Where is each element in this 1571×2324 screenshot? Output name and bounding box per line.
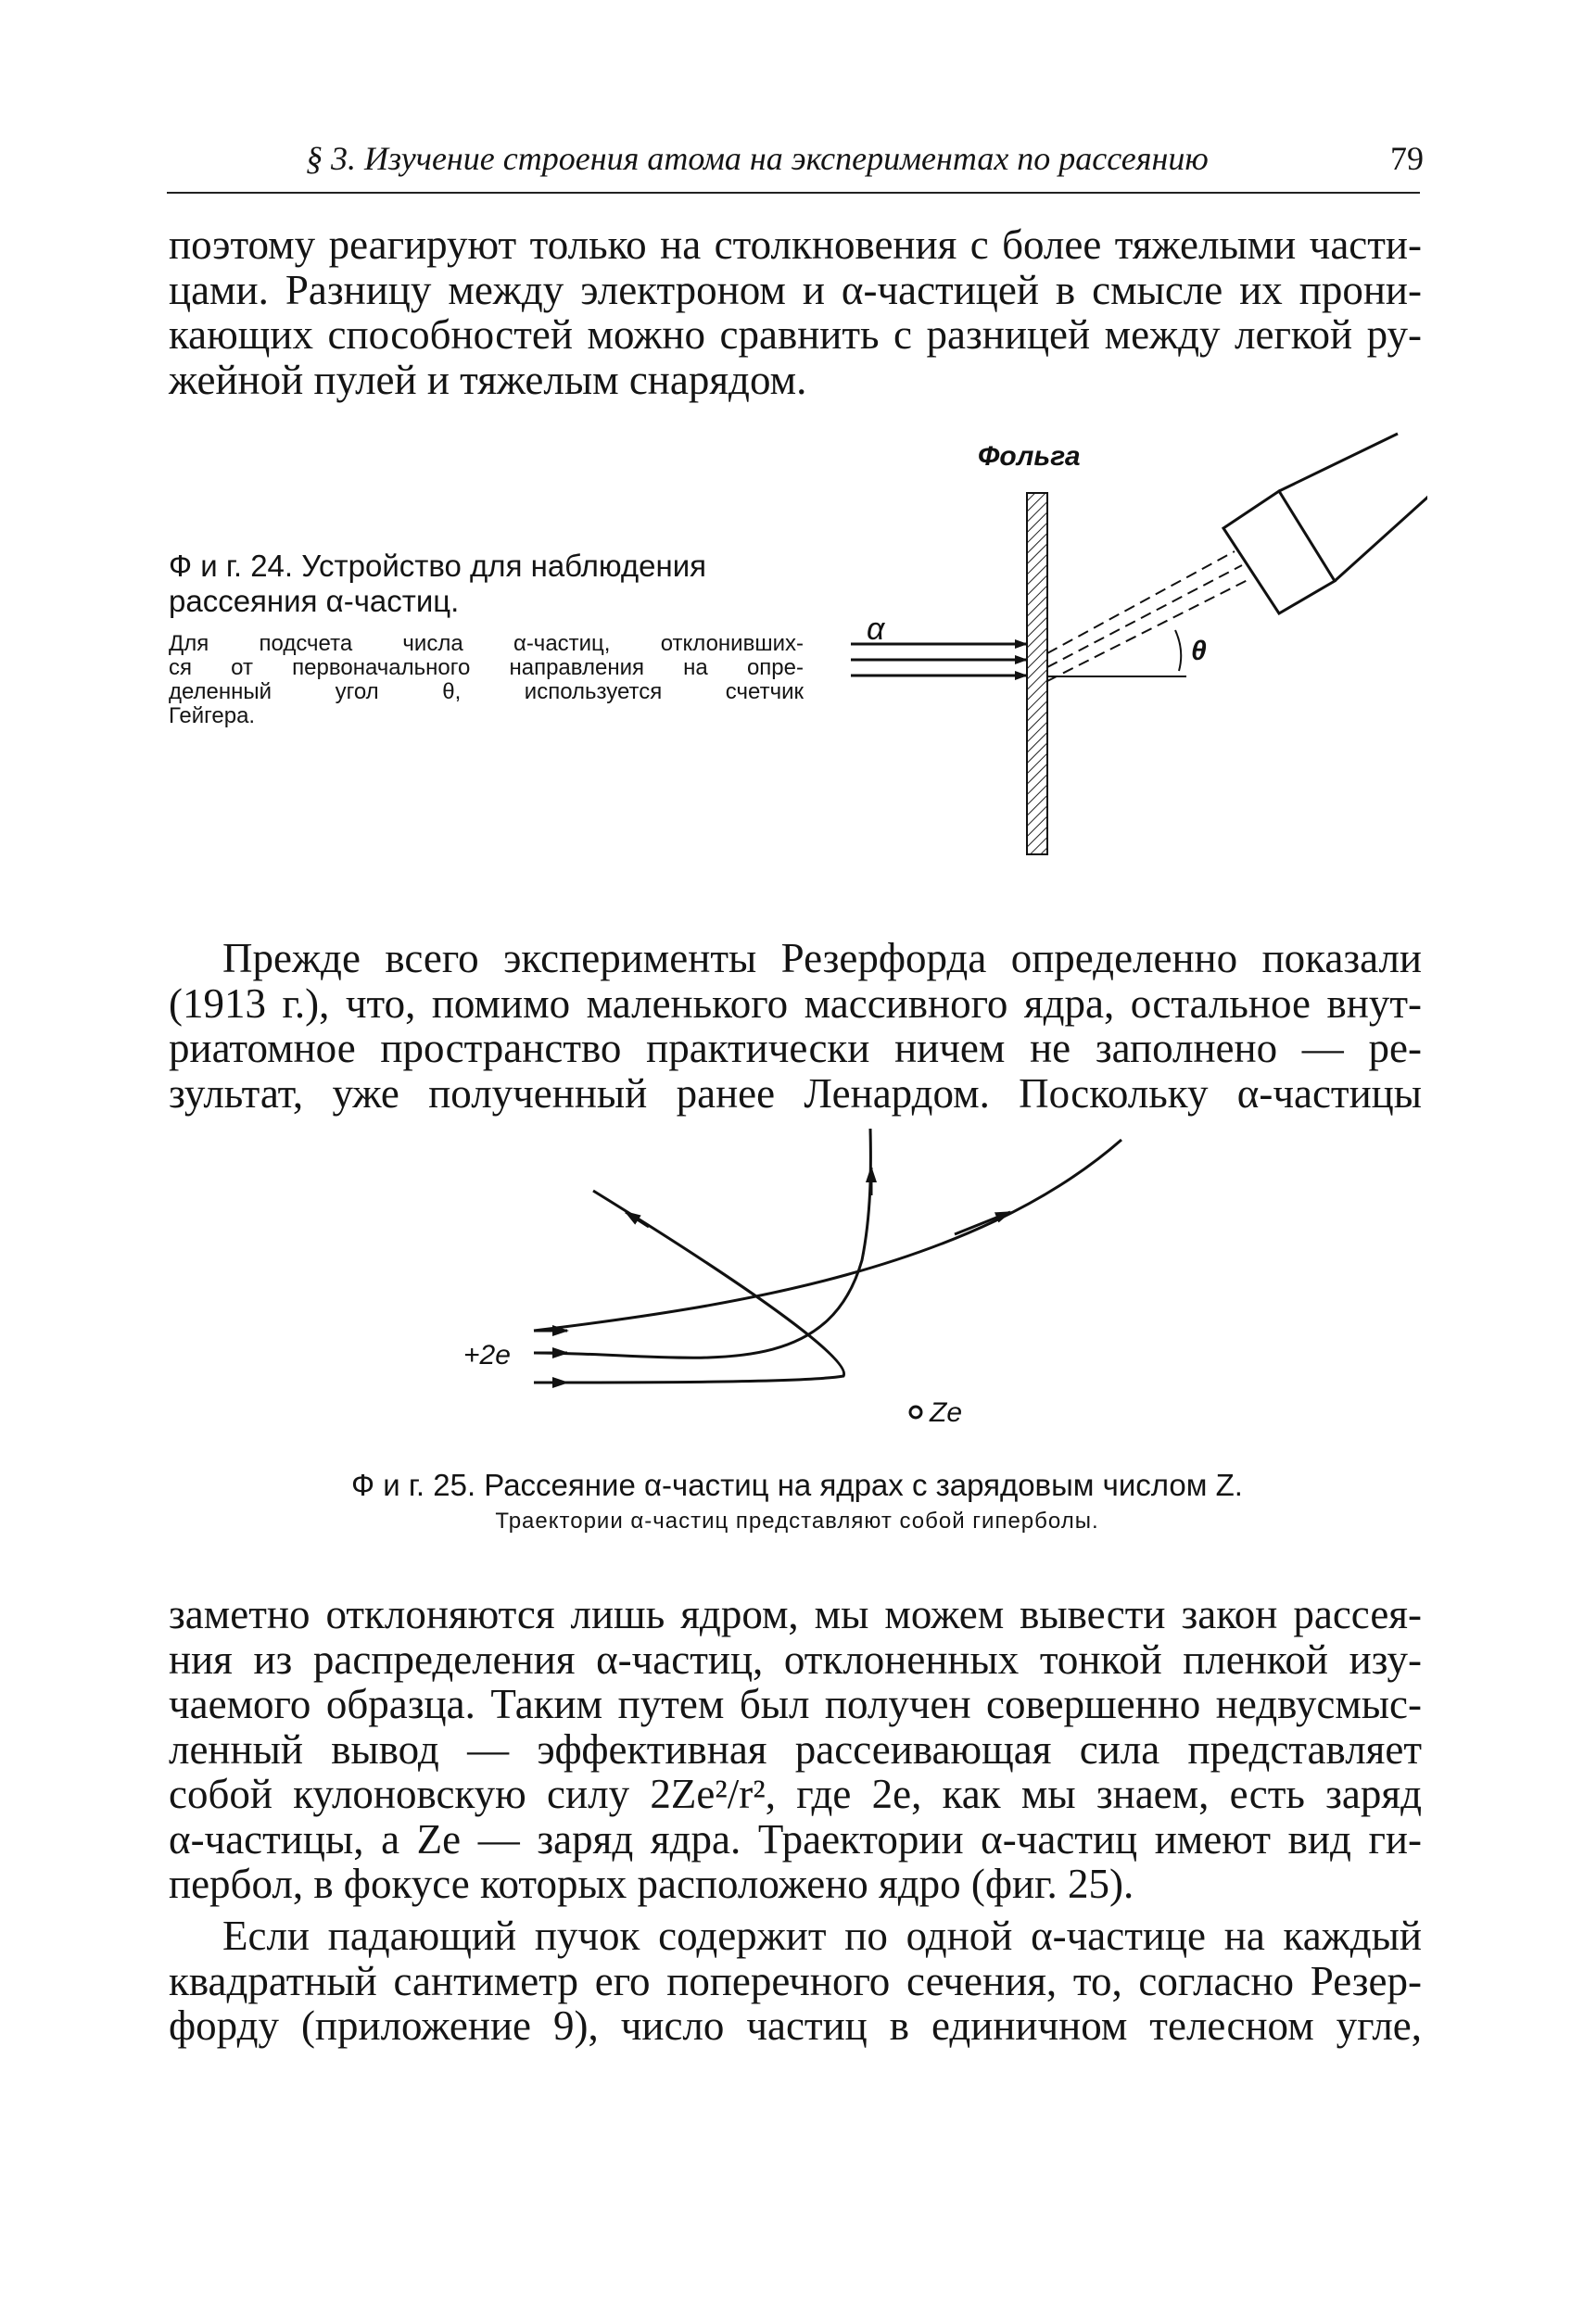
text-line: ленный вывод — эффективная рассеивающая сила представляет: [169, 1725, 1422, 1773]
figure-24-caption: [169, 549, 804, 728]
text-line: чаемого образца. Таким путем был получен совершенно недвусмыс-: [169, 1681, 1422, 1727]
caption-line: Ф и г. 24. Устройство для наблюдения: [169, 549, 707, 583]
alpha-label: α: [867, 612, 885, 647]
text-line: кающих способностей можно сравнить с разницей между легкой ру-: [169, 311, 1422, 358]
figure-25-caption-line-1: Ф и г. 25. Рассеяние α-частиц на ядрах с зарядовым числом Z.: [351, 1468, 1243, 1502]
foil-label: [978, 441, 1081, 472]
header-rule: [167, 192, 1420, 194]
caption-line: деленный угол θ, используется счетчик: [169, 679, 804, 704]
text-line: α-частицы, а Ze — заряд ядра. Траектории α-частиц имеют вид ги-: [169, 1815, 1422, 1863]
trajectory-far-arrow: [955, 1212, 1010, 1234]
figure-24-diagram: [816, 408, 1427, 890]
text-line: квадратный сантиметр его поперечного сечения, то, согласно Резер-: [169, 1957, 1422, 2004]
running-header-title: § 3. Изучение строения атома на экспериментах по рассеянию: [306, 140, 1209, 177]
text-line: поэтому реагируют только на столкновения с более тяжелыми части-: [169, 221, 1422, 268]
text-line: собой кулоновскую силу 2Ze²/r², где 2e, как мы знаем, есть заряд: [169, 1771, 1422, 1817]
figure-25-diagram: [454, 1112, 1149, 1464]
figure-25-caption-line-2: Траектории α-частиц представляют собой гиперболы.: [495, 1509, 1099, 1534]
scattered-beam: [1047, 551, 1249, 681]
text-line: риатомное пространство практически ничем не заполнено — ре-: [169, 1025, 1422, 1071]
figure-24-caption-title: [169, 549, 804, 619]
nucleus-marker: [910, 1407, 921, 1418]
nucleus-label: Ze: [930, 1397, 963, 1428]
figure-25-caption: [306, 1466, 1288, 1538]
theta-label: θ: [1191, 636, 1207, 666]
text-line: цами. Разницу между электроном и α-частицей в смысле их прони-: [169, 266, 1422, 313]
text-line: пербол, в фокусе которых расположено ядро (фиг. 25).: [169, 1861, 1134, 1907]
caption-line: ся от первоначального направления на опре-: [169, 655, 804, 680]
text-line: Прежде всего эксперименты Резерфорда определенно показали: [222, 935, 1422, 981]
geiger-counter: [1223, 434, 1427, 613]
figure-24-caption-body: [169, 632, 804, 728]
text-line: Если падающий пучок содержит по одной α-частице на каждый: [222, 1913, 1422, 1959]
paragraph-4: [169, 1914, 1422, 2049]
text-line: заметно отклоняются лишь ядром, мы можем вывести закон рассея-: [169, 1591, 1422, 1637]
caption-line: рассеяния α-частиц.: [169, 584, 460, 618]
theta-arc: [1175, 630, 1181, 671]
paragraph-3: [169, 1592, 1422, 1907]
trajectory-back-arrow: [626, 1212, 649, 1227]
trajectory-far: [534, 1140, 1121, 1331]
text-line: (1913 г.), что, помимо маленького массивного ядра, остальное внут-: [169, 979, 1422, 1027]
page-number: 79: [1390, 140, 1424, 177]
text-line: жейной пулей и тяжелым снарядом.: [169, 356, 807, 403]
paragraph-1: [169, 222, 1422, 402]
caption-line: Для подсчета числа α-частиц, отклонивших-: [169, 631, 804, 656]
foil-label-text: Фольга: [978, 441, 1081, 472]
alpha-charge-label: +2e: [463, 1340, 511, 1370]
caption-line: Гейгера.: [169, 703, 256, 728]
text-line: форду (приложение 9), число частиц в единичном телесном угле,: [169, 2002, 1422, 2049]
text-line: зультат, уже полученный ранее Ленардом. Поскольку α-частицы: [169, 1069, 1422, 1117]
foil-plate: [1027, 493, 1047, 854]
paragraph-2: [169, 936, 1422, 1116]
text-line: ния из распределения α-частиц, отклоненных тонкой пленкой изу-: [169, 1636, 1422, 1683]
